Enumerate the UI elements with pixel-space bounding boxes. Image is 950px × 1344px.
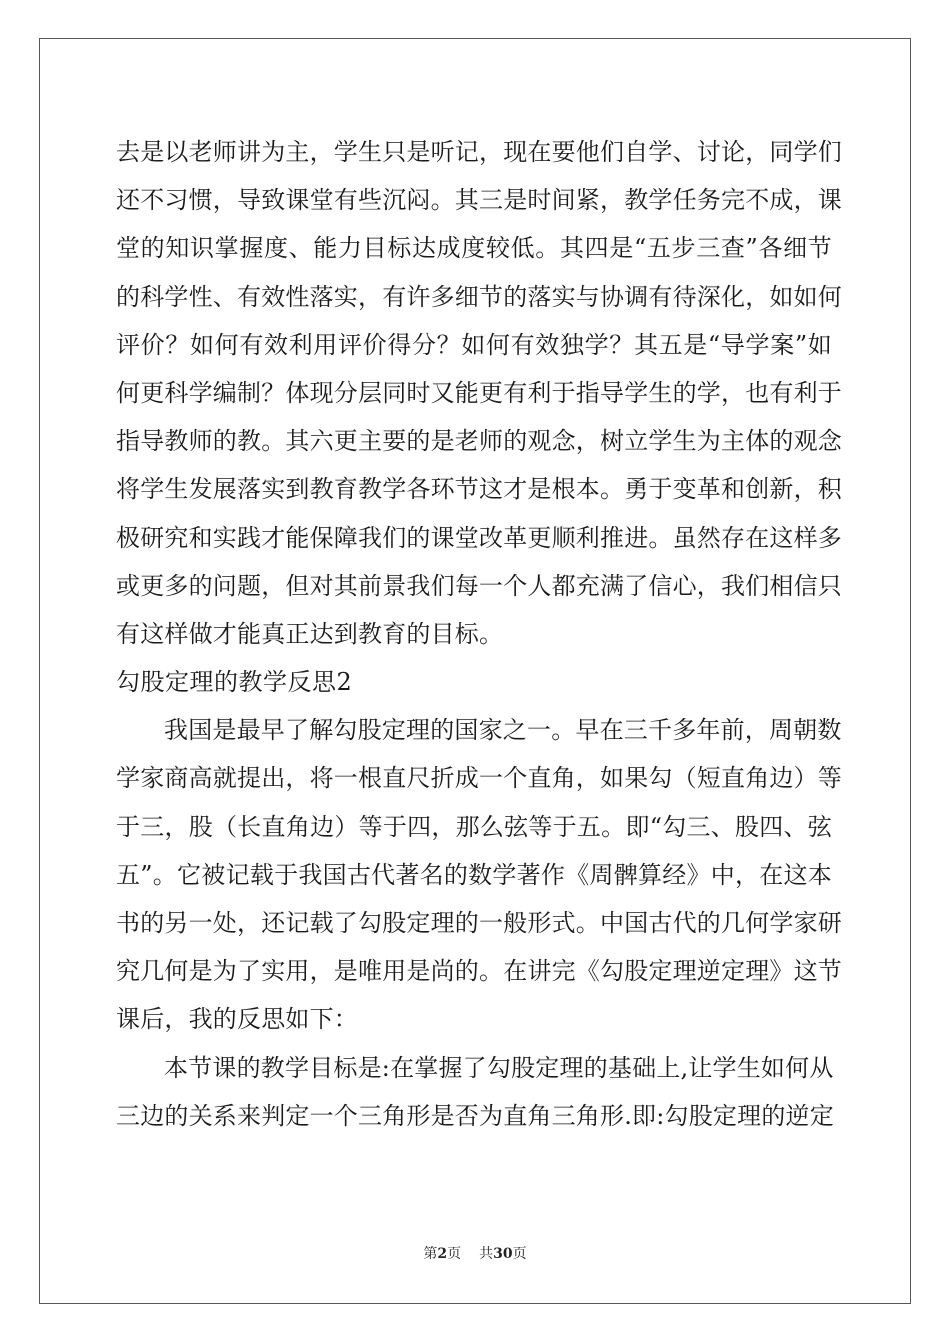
- document-body: [116, 128, 842, 1140]
- section-heading: 勾股定理的教学反思2: [116, 668, 353, 697]
- text-line: 三边的关系来判定一个三角形是否为直角三角形.即:勾股定理的逆定: [116, 1101, 834, 1130]
- text-line: 指导教师的教。其六更主要的是老师的观念，树立学生为主体的观念: [116, 427, 842, 456]
- text-line: 于三，股（长直角边）等于四，那么弦等于五。即“勾三、股四、弦: [116, 812, 832, 841]
- footer-prefix: 第: [423, 1246, 438, 1262]
- text-line: 极研究和实践才能保障我们的课堂改革更顺利推进。虽然存在这样多: [116, 523, 842, 552]
- paragraph-continuation: [116, 128, 842, 658]
- text-line: 或更多的问题，但对其前景我们每一个人都充满了信心，我们相信只: [116, 571, 842, 600]
- text-line: 何更科学编制？体现分层同时又能更有利于指导学生的学，也有利于: [116, 378, 842, 407]
- text-line: 五”。它被记载于我国古代著名的数学著作《周髀算经》中，在这本: [116, 860, 832, 889]
- text-line: 书的另一处，还记载了勾股定理的一般形式。中国古代的几何学家研: [116, 909, 842, 937]
- page-number-footer: [0, 1243, 950, 1263]
- text-line: 学家商高就提出，将一根直尺折成一个直角，如果勾（短直角边）等: [116, 764, 842, 793]
- text-line: 课后，我的反思如下：: [116, 1005, 358, 1034]
- text-line: 还不习惯，导致课堂有些沉闷。其三是时间紧，教学任务完不成，课: [116, 186, 842, 215]
- text-line: 有这样做才能真正达到教育的目标。: [116, 619, 504, 648]
- footer-page-unit: 页: [447, 1246, 462, 1262]
- paragraph-objectives: [116, 1044, 832, 1140]
- paragraph-history: [116, 706, 842, 1043]
- text-line: 评价？如何有效利用评价得分？如何有效独学？其五是“导学案”如: [116, 330, 832, 359]
- footer-total-prefix: 共: [479, 1246, 494, 1262]
- text-line: 堂的知识掌握度、能力目标达成度较低。其四是“五步三查”各细节: [116, 234, 832, 263]
- text-line: 将学生发展落实到教育教学各环节这才是根本。勇于变革和创新，积: [116, 475, 842, 504]
- text-line: 究几何是为了实用，是唯用是尚的。在讲完《勾股定理逆定理》这节: [116, 957, 842, 986]
- text-line: 我国是最早了解勾股定理的国家之一。早在三千多年前，周朝数: [164, 716, 842, 745]
- current-page-number: 2: [437, 1246, 448, 1262]
- text-line: 的科学性、有效性落实，有许多细节的落实与协调有待深化，如如何: [116, 282, 842, 311]
- text-line: 本节课的教学目标是:在掌握了勾股定理的基础上,让学生如何从: [164, 1053, 834, 1082]
- total-page-count: 30: [493, 1246, 513, 1262]
- text-line: 去是以老师讲为主，学生只是听记，现在要他们自学、讨论，同学们: [116, 138, 842, 166]
- footer-total-unit: 页: [512, 1246, 527, 1262]
